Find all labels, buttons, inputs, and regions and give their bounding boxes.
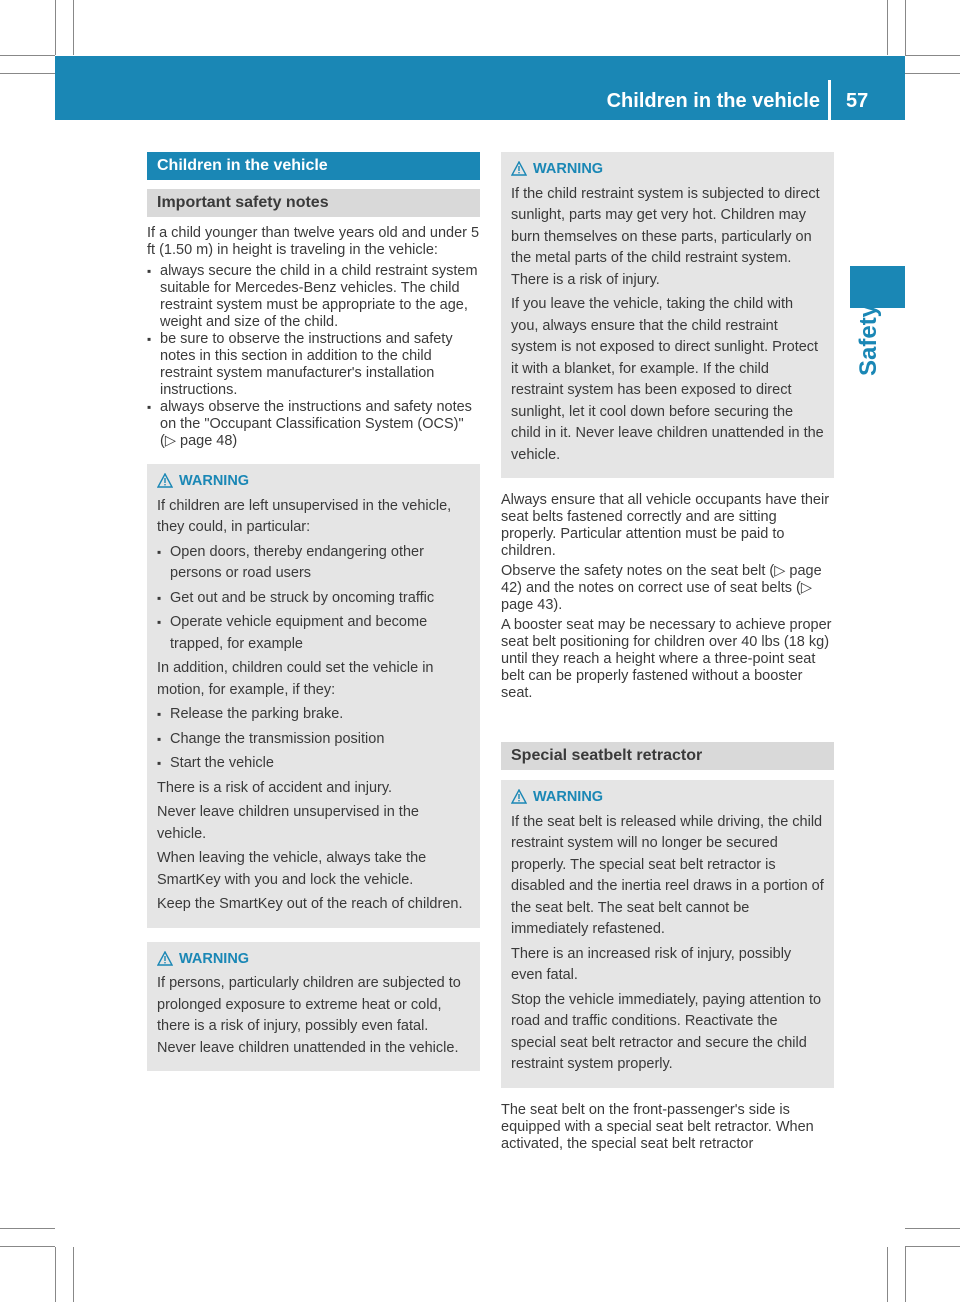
body-text: The seat belt on the front-passenger's side is equipped with a special seat belt retractor. When activated, the special seat belt retractor	[501, 1101, 814, 1152]
list-item: ▪ Open doors, thereby endangering other persons or road users	[157, 542, 470, 585]
warning-text: If you leave the vehicle, taking the child with you, always ensure that the child restraint system is not exposed to direct sunlight. Protect it with a blanket, for example. If the child restraint system has been exposed to direct sunlight, let it cool down before securing the child in it. Never leave children unattended in the vehicle.	[511, 296, 824, 463]
list-item: ▪ Operate vehicle equipment and become trapped, for example	[157, 612, 470, 655]
side-tab-label: Safety	[855, 303, 882, 376]
header-divider	[828, 80, 831, 120]
warning-header: WARNING	[157, 949, 470, 971]
warning-text: Keep the SmartKey out of the reach of children.	[157, 896, 463, 912]
warning-header: WARNING	[511, 787, 824, 809]
warning-bullets	[157, 542, 470, 656]
crop-mark	[73, 0, 74, 55]
crop-mark	[887, 0, 888, 55]
crop-mark	[887, 1247, 888, 1302]
list-item: ▪ Get out and be struck by oncoming traffic	[157, 588, 470, 610]
warning-text: When leaving the vehicle, always take the SmartKey with you and lock the vehicle.	[157, 850, 427, 888]
header-title: Children in the vehicle	[606, 90, 820, 112]
side-tab-marker	[850, 266, 905, 308]
subsection-title: Important safety notes	[147, 189, 480, 217]
warning-text: There is an increased risk of injury, possibly even fatal.	[511, 945, 792, 983]
warning-text: Never leave children unsupervised in the vehicle.	[157, 804, 419, 842]
body-text: A booster seat may be necessary to achieve proper seat belt positioning for children over 40 lbs (18 kg) until they reach a height where a three-point seat belt can be properly fastened without a booster seat.	[501, 617, 832, 701]
crop-mark	[55, 0, 56, 55]
crop-mark	[0, 55, 55, 56]
warning-header: WARNING	[511, 159, 824, 181]
crop-mark	[905, 55, 960, 56]
section-title: Children in the vehicle	[147, 152, 480, 180]
right-column	[501, 152, 834, 1153]
warning-header: WARNING	[157, 471, 470, 493]
body-text: Observe the safety notes on the seat belt (▷ page 42) and the notes on correct use of seat belts (▷ page 43).	[501, 563, 822, 613]
crop-mark	[0, 1228, 55, 1229]
list-item: ▪ always secure the child in a child restraint system suitable for Mercedes-Benz vehicles. The child restraint system must be appropriate to the age, weight and size of the child.	[147, 263, 480, 331]
crop-mark	[905, 73, 960, 74]
crop-mark	[73, 1247, 74, 1302]
left-column	[147, 152, 480, 1071]
crop-mark	[905, 0, 906, 55]
warning-text: In addition, children could set the vehicle in motion, for example, if they:	[157, 660, 434, 698]
warning-text: If persons, particularly children are subjected to prolonged exposure to extreme heat or cold, there is a risk of injury, possibly even fatal. Never leave children unattended in the vehicle.	[157, 975, 461, 1056]
warning-box	[501, 780, 834, 1088]
list-item: ▪ Release the parking brake.	[157, 704, 470, 726]
warning-box	[147, 942, 480, 1072]
safety-bullets	[147, 263, 480, 450]
list-item: ▪ Start the vehicle	[157, 753, 470, 775]
warning-text: Stop the vehicle immediately, paying attention to road and traffic conditions. Reactivate the special seat belt retractor and secure the child restraint system properly.	[511, 991, 822, 1072]
list-item: ▪ always observe the instructions and safety notes on the "Occupant Classification System (OCS)" (▷ page 48)	[147, 399, 480, 450]
warning-box	[147, 464, 480, 928]
crop-mark	[905, 1228, 960, 1229]
crop-mark	[55, 1247, 56, 1302]
list-item: ▪ Change the transmission position	[157, 729, 470, 751]
warning-bullets	[157, 704, 470, 775]
crop-mark	[905, 1246, 960, 1247]
crop-mark	[905, 1247, 906, 1302]
body-text: Always ensure that all vehicle occupants have their seat belts fastened correctly and are sitting properly. Particular attention must be paid to children.	[501, 492, 830, 559]
crop-mark	[0, 1246, 55, 1247]
warning-text: If children are left unsupervised in the vehicle, they could, in particular:	[157, 497, 452, 535]
subsection-title: Special seatbelt retractor	[501, 742, 834, 770]
warning-text: There is a risk of accident and injury.	[157, 779, 393, 796]
warning-triangle-icon	[511, 161, 527, 176]
warning-box	[501, 152, 834, 478]
warning-triangle-icon	[157, 473, 173, 488]
warning-triangle-icon	[511, 789, 527, 804]
warning-triangle-icon	[157, 951, 173, 966]
intro-text: If a child younger than twelve years old and under 5 ft (1.50 m) in height is traveling in the vehicle:	[147, 225, 480, 258]
crop-mark	[0, 73, 55, 74]
warning-text: If the child restraint system is subjected to direct sunlight, parts may get very hot. Children may burn themselves on these parts, particularly on the metal parts of the child restraint system. There is a risk of injury.	[511, 185, 820, 288]
warning-text: If the seat belt is released while driving, the child restraint system will no longer be secured properly. The special seat belt retractor is disabled and the inertia reel draws in a portion of the seat belt. The seat belt cannot be immediately refastened.	[511, 813, 824, 937]
page-number: 57	[846, 90, 869, 112]
list-item: ▪ be sure to observe the instructions and safety notes in this section in addition to the child restraint system manufacturer's installation instructions.	[147, 331, 480, 399]
